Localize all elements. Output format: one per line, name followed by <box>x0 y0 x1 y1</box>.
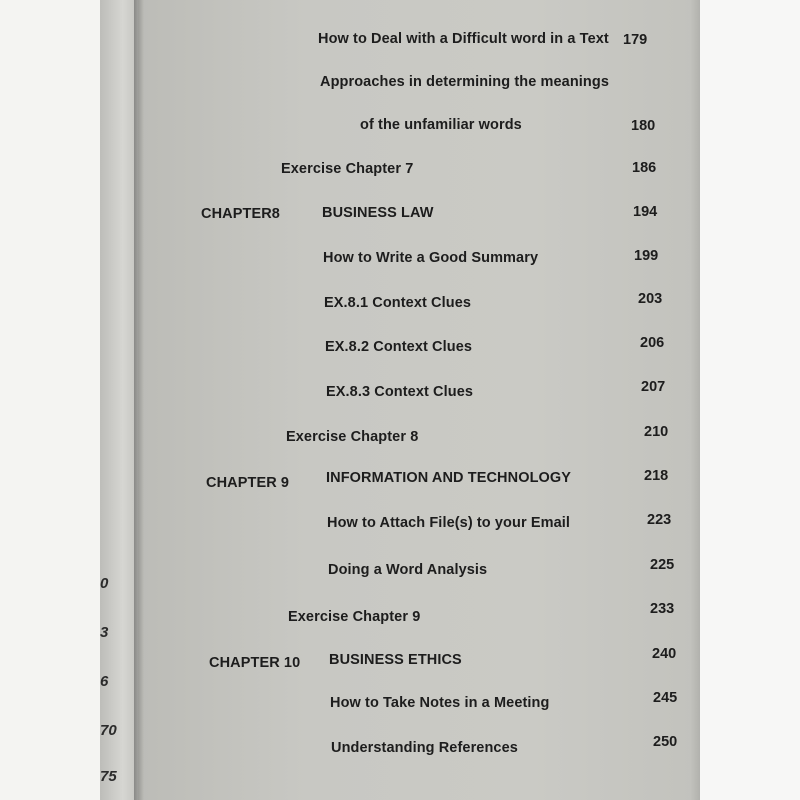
toc-entry-page: 207 <box>641 379 666 395</box>
toc-entry-page: 223 <box>647 512 672 528</box>
toc-entry-page: 180 <box>631 118 656 134</box>
toc-entry-page: 240 <box>652 646 677 662</box>
toc-chapter-label: CHAPTER 9 <box>206 475 290 491</box>
toc-entry-title: How to Attach File(s) to your Email <box>327 515 571 531</box>
toc-entry-title: How to Take Notes in a Meeting <box>330 695 550 711</box>
toc-chapter-label: CHAPTER 10 <box>209 655 301 671</box>
toc-entry-title: How to Write a Good Summary <box>323 250 539 266</box>
toc-entry-title: How to Deal with a Difficult word in a Text <box>318 31 609 47</box>
toc-entry-page: 250 <box>653 734 678 750</box>
toc-entry-title: Understanding References <box>331 740 518 756</box>
toc-entry-page: 179 <box>623 32 648 48</box>
toc-entry-page: 199 <box>634 248 659 264</box>
toc-entry-page: 186 <box>632 160 657 176</box>
toc-entry-page: 218 <box>644 468 669 484</box>
toc-entry-title: EX.8.2 Context Clues <box>325 339 473 355</box>
toc-entry-title: of the unfamiliar words <box>360 117 522 133</box>
left-page-number: 75 <box>100 768 117 785</box>
toc-chapter-label: CHAPTER8 <box>201 206 280 222</box>
left-page-number: 3 <box>100 624 109 641</box>
toc-entry-page: 210 <box>644 424 669 440</box>
toc-entry-title: Approaches in determining the meanings <box>320 74 610 90</box>
left-page-number: 6 <box>100 673 109 690</box>
toc-entry-page: 203 <box>638 291 663 307</box>
toc-entry-page: 206 <box>640 335 665 351</box>
left-page-number: 0 <box>100 575 109 592</box>
toc-chapter-title: INFORMATION AND TECHNOLOGY <box>326 470 572 486</box>
toc-entry-title: Exercise Chapter 9 <box>288 609 421 625</box>
toc-entry-title: Doing a Word Analysis <box>328 562 488 578</box>
left-page-number: 70 <box>100 722 117 739</box>
toc-entry-page: 225 <box>650 557 675 573</box>
toc-entry-title: EX.8.1 Context Clues <box>324 295 472 311</box>
toc-entry-page: 245 <box>653 690 678 706</box>
left-page-edge <box>100 0 138 800</box>
toc-chapter-title: BUSINESS LAW <box>322 205 434 221</box>
toc-entry-page: 194 <box>633 204 658 220</box>
toc-chapter-title: BUSINESS ETHICS <box>329 652 462 668</box>
toc-entry-title: Exercise Chapter 7 <box>281 161 414 177</box>
book-gutter-shadow <box>134 0 144 800</box>
toc-entry-title: Exercise Chapter 8 <box>286 429 419 445</box>
toc-entry-title: EX.8.3 Context Clues <box>326 384 474 400</box>
background-surface <box>700 0 800 800</box>
toc-entry-page: 233 <box>650 601 675 617</box>
